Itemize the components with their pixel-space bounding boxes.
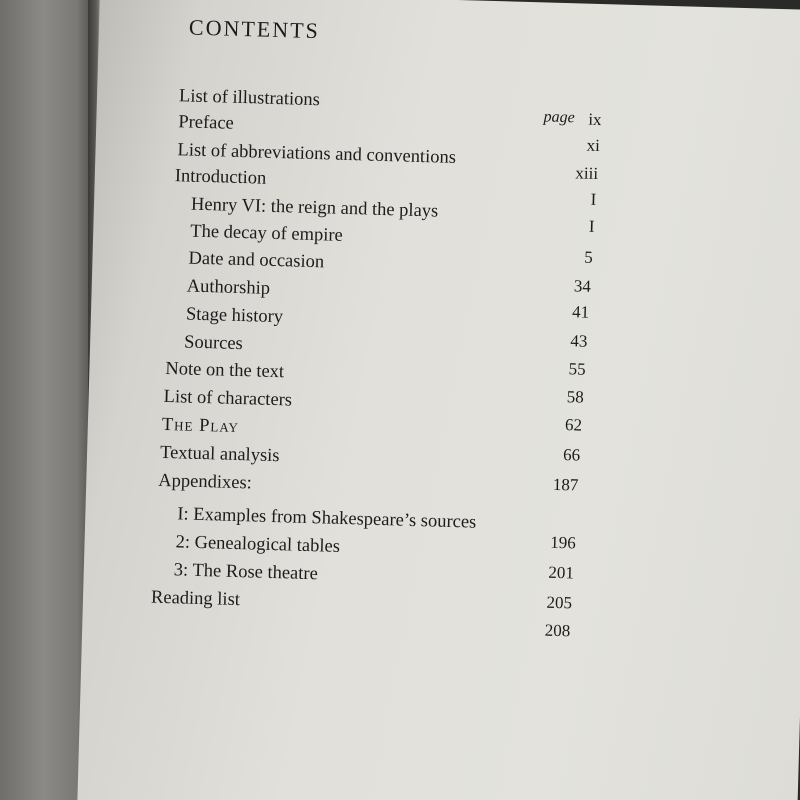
toc-entry-label: List of illustrations [178,86,321,111]
toc-entry-label: List of abbreviations and conventions [177,140,457,168]
toc-entry-label: 2: Genealogical tables [175,532,341,557]
toc-entry-page: 55 [568,359,586,379]
toc-entry-page: 187 [552,474,579,495]
toc-entry-page: 201 [548,562,575,583]
toc-entry-label: Appendixes: [158,470,253,494]
page-column-label: page [543,108,575,127]
toc-entry-page: 5 [583,247,593,267]
toc-entry-page: I [588,216,595,236]
toc-entry-label: I: Examples from Shakespeare’s sources [177,504,477,533]
page-title: CONTENTS [188,14,321,44]
toc-entry-page: 196 [549,532,577,553]
toc-entry-label: Date and occasion [188,248,325,273]
toc-entry-page: 208 [544,620,571,641]
toc-entry-page: 66 [562,445,581,465]
toc-entry-label: The Play [161,414,240,438]
toc-entry-label: Textual analysis [159,442,280,467]
toc-entry-page: 205 [546,592,573,613]
toc-entry-page: 62 [564,415,583,435]
toc-entry-label: Note on the text [165,358,285,383]
toc-entry-label: Reading list [150,587,241,611]
contents-page-body [77,0,800,800]
toc-entry-page: 58 [566,387,585,407]
toc-entry-page: I [590,189,597,209]
toc-entry-page: 34 [573,276,592,296]
toc-entry-page: xiii [575,163,599,183]
toc-entry-label: Sources [183,332,244,355]
toc-entry-label: Henry VI: the reign and the plays [190,194,439,222]
toc-entry-page: ix [588,109,602,130]
toc-entry-label: Preface [178,112,235,134]
toc-entry-label: List of characters [163,386,293,411]
toc-entry-label: The decay of empire [190,221,344,246]
toc-entry-label: Authorship [186,276,271,299]
toc-entry-page: xi [586,135,601,156]
toc-entry-label: 3: The Rose theatre [173,560,319,585]
toc-entry-label: Introduction [174,166,267,189]
contents-page [77,0,800,800]
toc-entry-label: Stage history [185,304,284,328]
toc-entry-page: 43 [570,331,588,351]
toc-entry-page: 41 [571,302,590,322]
